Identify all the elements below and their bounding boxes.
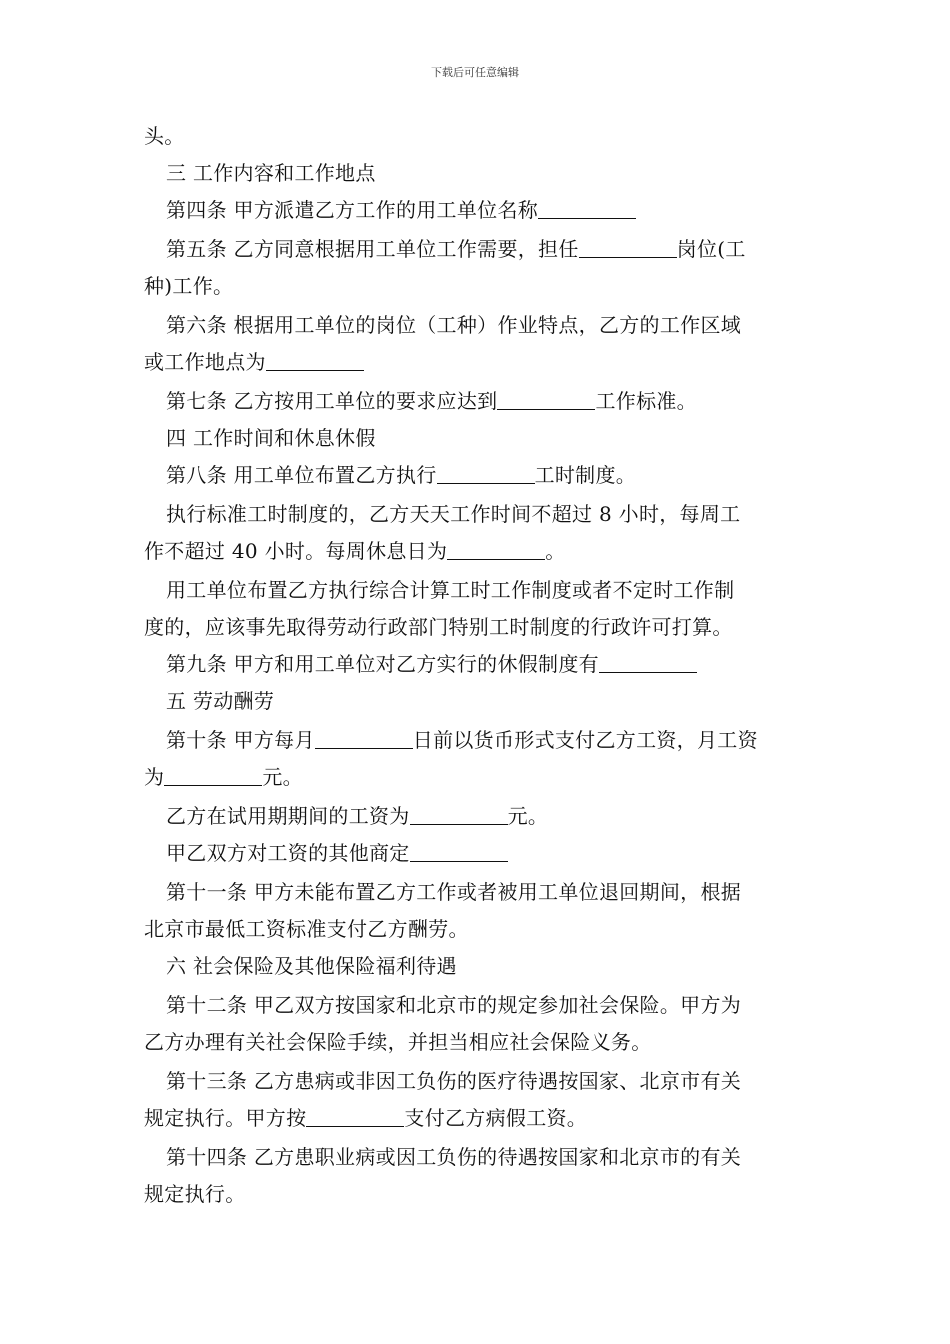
blank-field[interactable] <box>164 765 262 786</box>
text-line: 或工作地点为 <box>144 344 808 381</box>
clause-line: 第十二条 甲乙双方按国家和北京市的规定参加社会保险。甲方为 <box>166 993 742 1017</box>
clause-line: 第十条 甲方每月 日前以货币形式支付乙方工资，月工资 <box>166 728 758 752</box>
blank-field[interactable] <box>410 804 508 825</box>
clause-line: 第十三条 乙方患病或非因工负伤的医疗待遇按国家、北京市有关 <box>166 1069 742 1093</box>
clause-line: 第八条 用工单位布置乙方执行 工时制度。 <box>166 463 637 487</box>
text-line: 度的，应该事先取得劳动行政部门特别工时制度的行政许可打算。 <box>144 615 733 639</box>
text-line: 乙方办理有关社会保险手续，并担当相应社会保险义务。 <box>144 1030 652 1054</box>
clause-line: 第十一条 甲方未能布置乙方工作或者被用工单位退回期间，根据 <box>166 880 742 904</box>
text-line: 种)工作。 <box>144 274 234 298</box>
document-body <box>144 118 808 1213</box>
text-line: 北京市最低工资标准支付乙方酬劳。 <box>144 917 469 941</box>
blank-field[interactable] <box>315 728 413 749</box>
text-line: 规定执行。 <box>144 1182 246 1206</box>
clause-line: 第九条 甲方和用工单位对乙方实行的休假制度有 <box>144 646 808 683</box>
section-heading: 六 社会保险及其他保险福利待遇 <box>166 954 457 978</box>
section-heading: 五 劳动酬劳 <box>166 689 275 713</box>
blank-field[interactable] <box>599 652 697 673</box>
clause-line: 第四条 甲方派遣乙方工作的用工单位名称 <box>144 192 808 229</box>
text-line: 头。 <box>144 124 185 148</box>
blank-field[interactable] <box>410 841 508 862</box>
text-line: 甲乙双方对工资的其他商定 <box>144 835 808 872</box>
blank-field[interactable] <box>497 389 595 410</box>
text-line: 规定执行。甲方按 支付乙方病假工资。 <box>144 1106 588 1130</box>
clause-line: 第六条 根据用工单位的岗位（工种）作业特点，乙方的工作区域 <box>166 313 742 337</box>
text-line: 为 元。 <box>144 765 303 789</box>
section-heading: 四 工作时间和休息休假 <box>166 426 376 450</box>
text-line: 乙方在试用期期间的工资为 元。 <box>166 804 549 828</box>
text-line: 用工单位布置乙方执行综合计算工时工作制度或者不定时工作制 <box>166 578 735 602</box>
blank-field[interactable] <box>306 1106 404 1127</box>
blank-field[interactable] <box>266 350 364 371</box>
blank-field[interactable] <box>538 198 636 219</box>
section-heading: 三 工作内容和工作地点 <box>166 161 376 185</box>
page-header: 下载后可任意编辑 <box>431 66 519 79</box>
blank-field[interactable] <box>579 237 677 258</box>
text-line: 执行标准工时制度的，乙方天天工作时间不超过 8 小时，每周工 <box>166 502 741 526</box>
text-line: 作不超过 40 小时。每周休息日为 。 <box>144 539 566 563</box>
blank-field[interactable] <box>447 539 545 560</box>
clause-line: 第十四条 乙方患职业病或因工负伤的待遇按国家和北京市的有关 <box>166 1145 742 1169</box>
clause-line: 第五条 乙方同意根据用工单位工作需要，担任 岗位(工 <box>166 237 746 261</box>
clause-line: 第七条 乙方按用工单位的要求应达到 工作标准。 <box>166 389 697 413</box>
blank-field[interactable] <box>437 463 535 484</box>
